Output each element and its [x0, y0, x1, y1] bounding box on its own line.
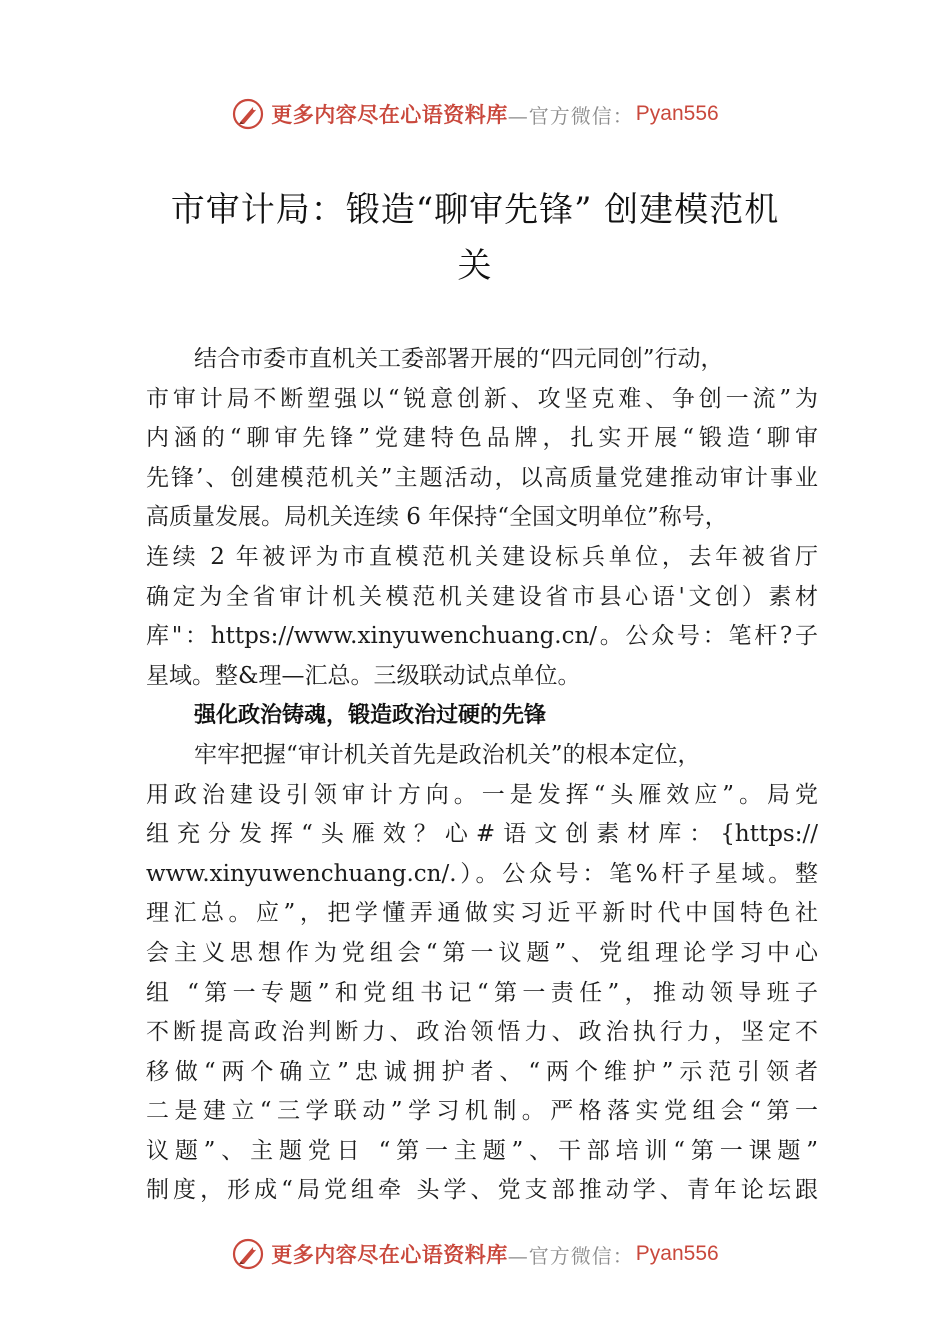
paragraph-2-line: www.xinyuwenchuang.cn/.）。公众号：笔%杆子星域。整 — [146, 860, 818, 887]
paragraph-1-line: 高质量发展。局机关连续 6 年保持“全国文明单位”称号， — [146, 504, 728, 531]
pen-nib-logo-icon — [231, 97, 265, 131]
footer-banner — [0, 1234, 950, 1274]
document-body — [146, 340, 818, 1211]
paragraph-2-line: 二是建立“三学联动”学习机制。严格落实党组会“第一 — [146, 1098, 818, 1125]
paragraph-2-line: 用政治建设引领审计方向。一是发挥“头雁效应”。局党 — [146, 781, 818, 808]
paragraph-1-line: 市审计局不断塑强以“锐意创新、攻坚克难、争创一流”为 — [146, 385, 818, 412]
paragraph-2-line: 会主义思想作为党组会“第一议题”、党组理论学习中心 — [146, 939, 818, 966]
paragraph-1-line: 确定为全省审计机关模范机关建设省市县心语'文创）素材 — [146, 583, 818, 610]
banner-official-text: —官方微信： — [507, 103, 634, 128]
header-banner — [0, 94, 950, 134]
banner-brand-text: 更多内容尽在心语资料库 — [271, 102, 508, 127]
paragraph-1-line: 星域。整&理—汇总。三级联动试点单位。 — [146, 662, 581, 689]
paragraph-1-line: 内涵的“聊审先锋”党建特色品牌，扎实开展“锻造‘聊审 — [146, 425, 818, 452]
banner-wechat-handle: Pyan556 — [635, 1242, 719, 1265]
paragraph-2-line: 组充分发挥“头雁效？心#语文创素材库：{https:// — [146, 821, 818, 848]
pen-nib-logo-icon — [231, 1237, 265, 1271]
paragraph-1-line: 库"：https://www.xinyuwenchuang.cn/。公众号：笔杆?子 — [146, 623, 818, 650]
paragraph-2-line: 移做“两个确立”忠诚拥护者、“两个维护”示范引领者 — [146, 1058, 818, 1085]
document-title — [130, 182, 820, 294]
paragraph-2-line: 议题”、主题党日 “第一主题”、干部培训“第一课题” — [146, 1137, 818, 1164]
banner-official-text: —官方微信： — [507, 1243, 634, 1268]
title-line-1: 市审计局：锻造“聊审先锋” 创建模范机 — [170, 190, 780, 230]
title-line-2: 关 — [457, 246, 493, 286]
paragraph-1-line: 结合市委市直机关工委部署开展的“四元同创”行动， — [194, 346, 724, 372]
paragraph-1-line: 连续 2 年被评为市直模范机关建设标兵单位，去年被省厅 — [146, 543, 818, 570]
paragraph-1-line: 先锋’、创建模范机关”主题活动，以高质量党建推动审计事业 — [146, 464, 818, 491]
banner-brand-text: 更多内容尽在心语资料库 — [271, 1242, 508, 1267]
paragraph-2-line: 牢牢把握“审计机关首先是政治机关”的根本定位， — [194, 741, 701, 768]
paragraph-2-line: 制度，形成“局党组牵 头学、党支部推动学、青年论坛跟 — [146, 1177, 818, 1204]
banner-wechat-handle: Pyan556 — [635, 102, 719, 125]
paragraph-2-line: 组 “第一专题”和党组书记“第一责任”，推动领导班子 — [146, 979, 818, 1006]
paragraph-2-line: 理汇总。应”，把学懂弄通做实习近平新时代中国特色社 — [146, 900, 818, 927]
section-heading: 强化政治铸魂，锻造政治过硬的先锋 — [194, 703, 547, 729]
paragraph-2-line: 不断提高政治判断力、政治领悟力、政治执行力，坚定不 — [146, 1019, 818, 1046]
